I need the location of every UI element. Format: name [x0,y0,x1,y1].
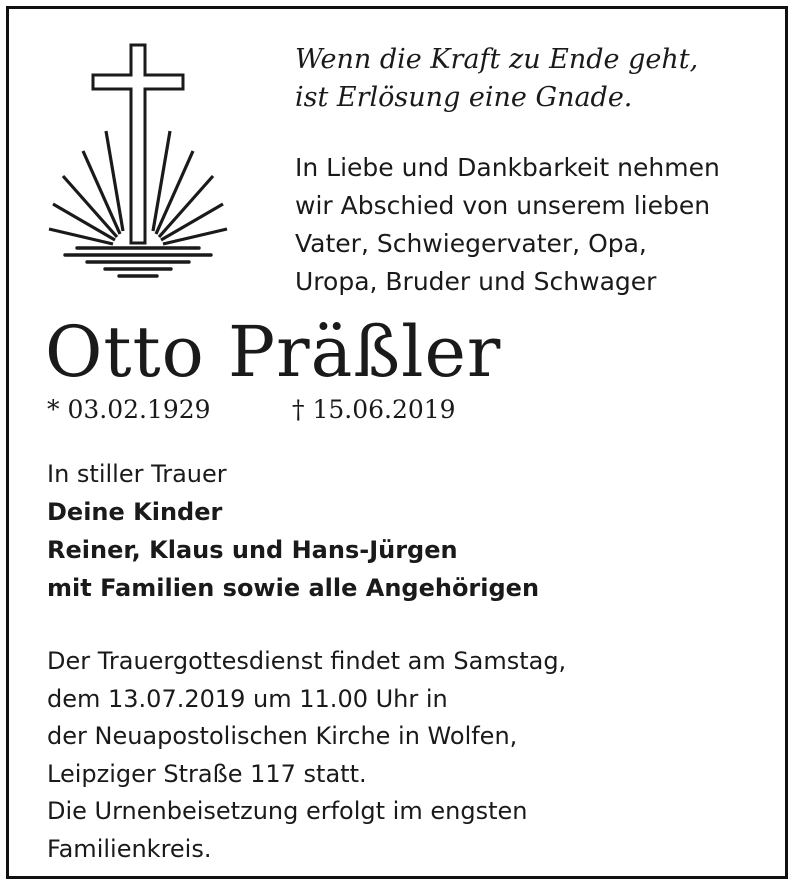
service-line: Die Urnenbeisetzung erfolgt im engsten [47,797,528,825]
verse-quote [295,41,698,117]
intro-line: Uropa, Bruder und Schwager [295,267,657,296]
mourners-line: Deine Kinder [47,498,223,526]
mourners-line: mit Familien sowie alle Angehörigen [47,574,540,602]
service-line: Der Trauergottesdienst findet am Samstag, [47,647,567,675]
intro-text [295,149,720,301]
intro-line: wir Abschied von unserem lieben [295,191,711,220]
service-line: der Neuapostolischen Kirche in Wolfen, [47,722,518,750]
death-date: † 15.06.2019 [292,395,456,424]
mourners-line: Reiner, Klaus und Hans-Jürgen [47,536,458,564]
service-line: Familienkreis. [47,834,212,863]
service-info [47,643,566,868]
service-line: dem 13.07.2019 um 11.00 Uhr in [47,684,448,713]
verse-line: ist Erlösung eine Gnade. [295,82,633,113]
mourners-block [47,455,539,607]
life-dates [47,393,456,427]
deceased-name: Otto Präßler [45,311,502,393]
mourners-lead: In stiller Trauer [47,460,227,488]
obituary-notice [6,6,788,879]
intro-line: Vater, Schwiegervater, Opa, [295,229,647,258]
service-line: Leipziger Straße 117 statt. [47,759,367,788]
intro-line: In Liebe und Dankbarkeit nehmen [295,153,720,182]
birth-date: * 03.02.1929 [47,395,211,424]
verse-line: Wenn die Kraft zu Ende geht, [295,44,699,75]
cross-sunrise-icon [47,41,229,293]
